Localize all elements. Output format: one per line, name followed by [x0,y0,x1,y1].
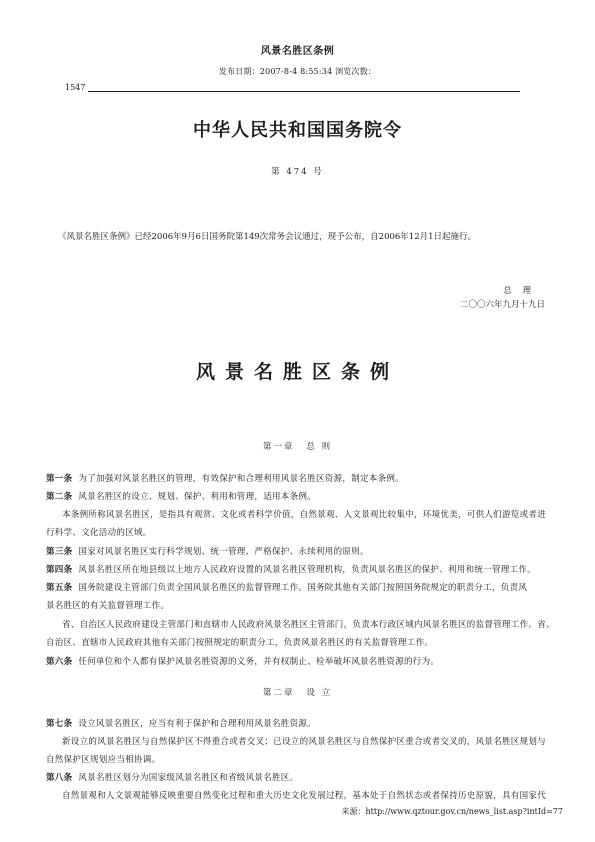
decree-title: 中华人民共和国国务院令 [193,120,402,141]
regulation-title: 风景名胜区条例 [195,361,399,383]
article-number: 第六条 [46,657,73,667]
article-line [62,508,546,520]
article-text: 国家对风景名胜区实行科学规划、统一管理、严格保护、永续利用的原则。 [78,547,369,557]
decree-body: 《风景名胜区条例》已经2006年9月6日国务院第149次常务会议通过，现予公布，自2006年12月1日起施行。 [58,232,477,242]
article-text: 风景名胜区所在地县级以上地方人民政府设置的风景名胜区管理机构，负责风景名胜区的保护、利用和统一管理工作。 [78,565,537,575]
chapter-number: 第一章 [262,442,295,452]
article-number: 第二条 [46,492,73,502]
article-text: 为了加强对风景名胜区的管理，有效保护和合理利用风景名胜区资源，制定本条例。 [78,474,405,484]
article-line [46,636,433,648]
decree-date: 二〇〇六年九月十九日 [459,300,545,310]
article-line [46,545,369,557]
article-line [62,789,546,801]
publish-meta: 发布日期：2007-8-4 8:55:34 浏览次数： [218,67,377,76]
article-number: 第八条 [46,773,73,783]
article-text: 景名胜区的有关监督管理工作。 [46,601,170,611]
decree-signer: 总 理 [503,286,535,296]
header-rule [88,91,520,92]
article-line [46,771,298,783]
article-text: 省、自治区人民政府建设主管部门和直辖市人民政府风景名胜区主管部门，负责本行政区域内风景名胜区的监督管理工作。省、 [62,620,555,630]
chapter-heading [0,686,595,698]
article-number: 第五条 [46,583,73,593]
article-line [46,599,169,611]
article-line [46,526,152,538]
article-line [46,753,160,765]
article-line [46,717,316,729]
article-line [46,655,439,667]
article-text: 本条例所称风景名胜区，是指具有观赏、文化或者科学价值，自然景观、人文景观比较集中，环境优美，可供人们游览或者进 [62,510,547,520]
article-text: 行科学、文化活动的区域。 [46,528,152,538]
site-title: 风景名胜区条例 [260,46,335,57]
article-text: 设立风景名胜区，应当有利于保护和合理利用风景名胜资源。 [78,719,317,729]
page-number: 1547 [65,83,86,92]
article-line [46,581,527,593]
chapter-number: 第二章 [262,688,295,698]
article-text: 任何单位和个人都有保护风景名胜资源的义务，并有权制止、检举破坏风景名胜资源的行为。 [78,657,440,667]
article-number: 第一条 [46,474,73,484]
article-text: 自然保护区规划应当相协调。 [46,755,161,765]
source-link[interactable]: 来源：http://www.qztour.gov.cn/news_list.asp?intId=77 [341,807,563,816]
article-number: 第七条 [46,719,73,729]
article-text: 自治区、直辖市人民政府其他有关部门按照规定的职责分工，负责风景名胜区的有关监督管理工作。 [46,638,434,648]
article-line [62,618,555,630]
article-line [46,563,536,575]
article-number: 第四条 [46,565,73,575]
article-line [62,735,546,747]
chapter-heading [0,440,595,452]
article-number: 第三条 [46,547,73,557]
chapter-name: 总 则 [306,442,333,452]
article-line [46,472,404,484]
article-line [46,490,316,502]
article-text: 国务院建设主管部门负责全国风景名胜区的监督管理工作。国务院其他有关部门按照国务院规定的职责分工，负责风 [78,583,528,593]
article-text: 风景名胜区划分为国家级风景名胜区和省级风景名胜区。 [78,773,299,783]
chapter-name: 设 立 [306,688,333,698]
article-text: 风景名胜区的设立、规划、保护、利用和管理，适用本条例。 [78,492,317,502]
decree-number: 第 474 号 [271,167,324,177]
article-text: 新设立的风景名胜区与自然保护区不得重合或者交叉；已设立的风景名胜区与自然保护区重合或者交叉的，风景名胜区规划与 [62,737,547,747]
article-text: 自然景观和人文景观能够反映重要自然变化过程和重大历史文化发展过程，基本处于自然状态或者保持历史原貌，具有国家代 [62,791,547,801]
